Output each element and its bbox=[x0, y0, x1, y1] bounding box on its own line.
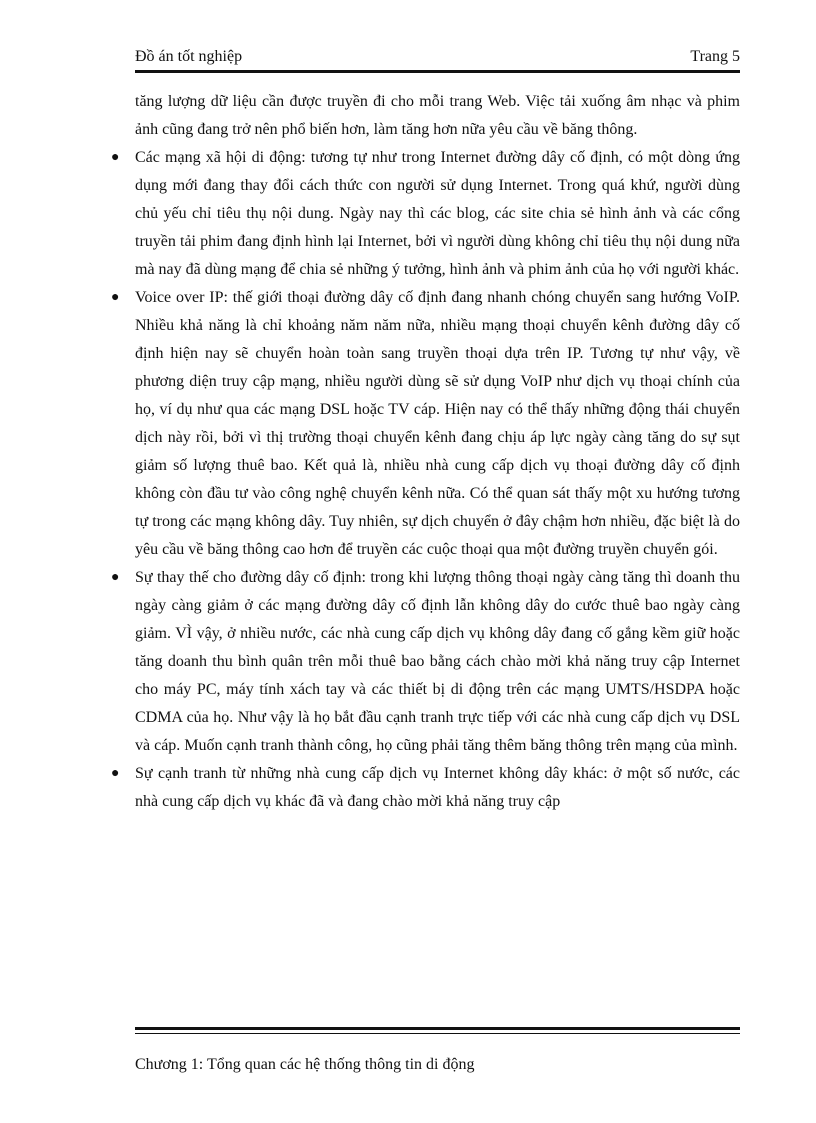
list-item bbox=[111, 284, 740, 564]
list-item-text: Sự cạnh tranh từ những nhà cung cấp dịch vụ Internet không dây khác: ở một số nước, các nhà cung cấp dịch vụ khác đã và đang chào mời khả năng truy cập bbox=[135, 765, 740, 810]
header-rule bbox=[135, 70, 740, 73]
footer-rule-thin bbox=[135, 1033, 740, 1034]
list-item bbox=[111, 760, 740, 816]
document-title: Đồ án tốt nghiệp bbox=[135, 48, 243, 65]
page-footer: Chương 1: Tổng quan các hệ thống thông tin di động bbox=[135, 1056, 475, 1073]
bullet-icon: ● bbox=[111, 570, 120, 585]
page-number: Trang 5 bbox=[690, 48, 740, 65]
bullet-icon: ● bbox=[111, 290, 120, 305]
bullet-list bbox=[111, 144, 740, 816]
list-item bbox=[111, 144, 740, 284]
list-item-text: Sự thay thế cho đường dây cố định: trong khi lượng thông thoại ngày càng tăng thì doanh thu ngày càng giảm ở các mạng đường dây cố định lẫn không dây do cước thuê bao ngày càng giảm. VÌ vậy, ở nhiều nước, các nhà cung cấp dịch vụ không dây đang cố gắng kềm giữ hoặc tăng doanh thu bình quân trên mỗi thuê bao bằng cách chào mời khả năng truy cập Internet cho máy PC, máy tính xách tay và các thiết bị di động trên các mạng UMTS/HSDPA hoặc CDMA của họ. Như vậy là họ bắt đầu cạnh tranh trực tiếp với các nhà cung cấp dịch vụ DSL và cáp. Muốn cạnh tranh thành công, họ cũng phải tăng thêm băng thông trên mạng của mình. bbox=[135, 569, 740, 754]
list-item bbox=[111, 564, 740, 760]
list-item-text: Các mạng xã hội di động: tương tự như trong Internet đường dây cố định, có một dòng ứng dụng mới đang thay đổi cách thức con người sử dụng Internet. Trong quá khứ, người dùng chủ yếu chỉ tiêu thụ nội dung. Ngày nay thì các blog, các site chia sẻ hình ảnh và các cổng truyền tải phim đang định hình lại Internet, bởi vì người dùng không chỉ tiêu thụ nội dung nữa mà nay đã dùng mạng để chia sẻ những ý tưởng, hình ảnh và phim ảnh của họ với người khác. bbox=[135, 149, 740, 278]
list-item-text: Voice over IP: thế giới thoại đường dây cố định đang nhanh chóng chuyển sang hướng VoIP. Nhiều khả năng là chỉ khoảng năm năm nữa, nhiều mạng thoại chuyển kênh đường dây cố định hiện nay sẽ chuyển hoàn toàn sang truyền thoại dựa trên IP. Tương tự như vậy, về phương diện truy cập mạng, nhiều người dùng sẽ sử dụng VoIP như dịch vụ thoại chính của họ, ví dụ như qua các mạng DSL hoặc TV cáp. Hiện nay có thể thấy những động thái chuyển dịch này rồi, bởi vì thị trường thoại chuyển kênh đang chịu áp lực ngày càng tăng do sự sụt giảm số lượng thuê bao. Kết quả là, nhiều nhà cung cấp dịch vụ thoại đường dây cố định không còn đầu tư vào công nghệ chuyển kênh nữa. Có thể quan sát thấy một xu hướng tương tự trong các mạng không dây. Tuy nhiên, sự dịch chuyển ở đây chậm hơn nhiều, đặc biệt là do yêu cầu về băng thông cao hơn để truyền các cuộc thoại qua một đường truyền chuyển gói. bbox=[135, 289, 740, 558]
page-header bbox=[135, 48, 740, 70]
bullet-icon: ● bbox=[111, 150, 120, 165]
intro-paragraph: tăng lượng dữ liệu cần được truyền đi cho mỗi trang Web. Việc tải xuống âm nhạc và phim ảnh cũng đang trở nên phổ biến hơn, làm tăng hơn nữa yêu cầu về băng thông. bbox=[135, 93, 740, 138]
bullet-icon: ● bbox=[111, 766, 120, 781]
footer-rule-thick bbox=[135, 1027, 740, 1030]
body-text bbox=[111, 88, 740, 816]
